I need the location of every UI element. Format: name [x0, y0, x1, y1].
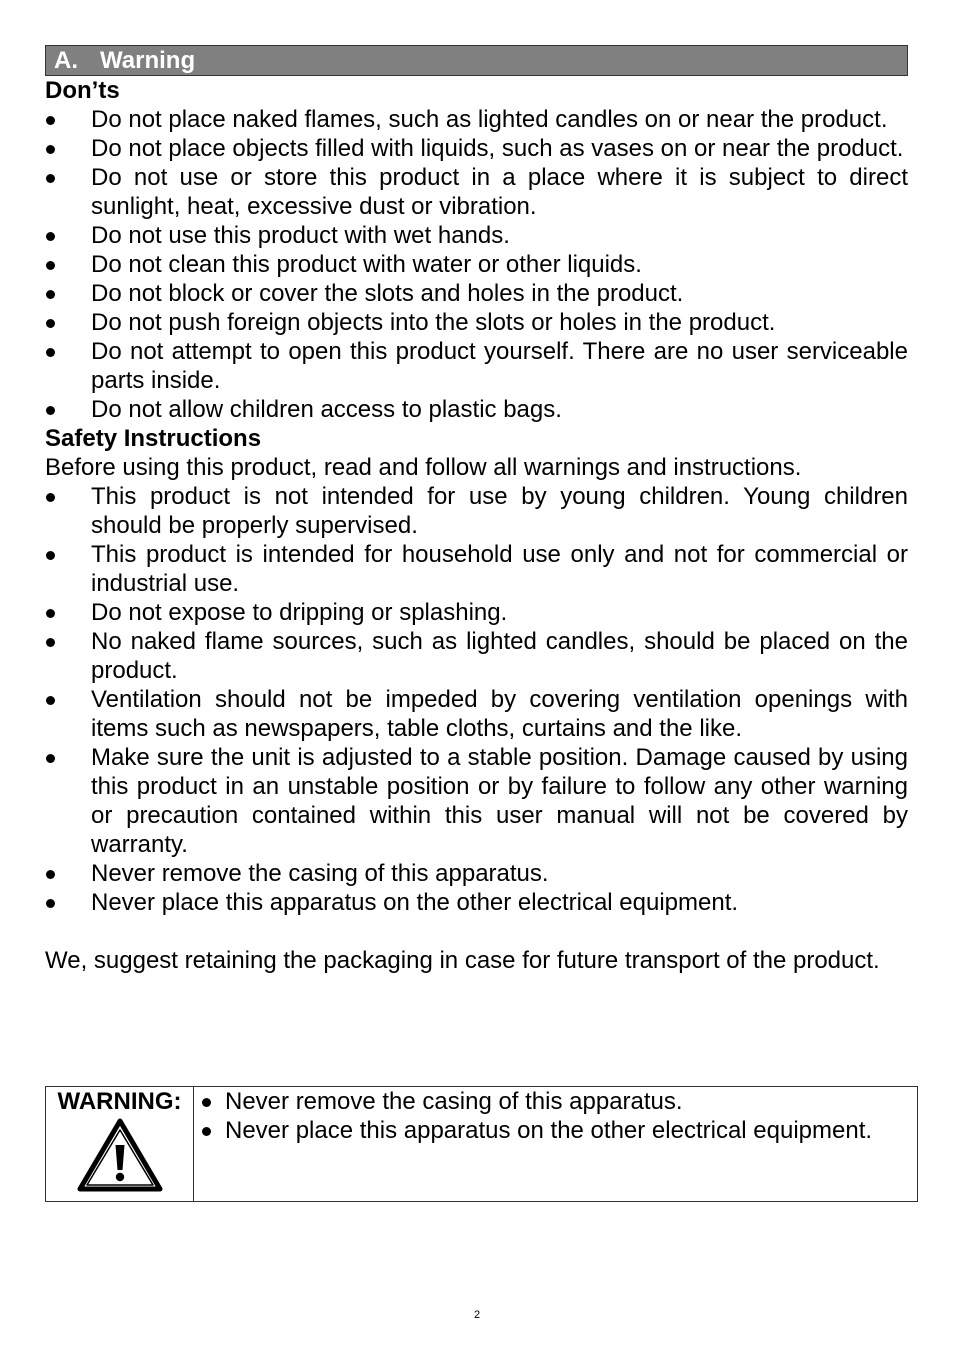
safety-heading: Safety Instructions	[45, 425, 262, 452]
list-item	[200, 1087, 907, 1116]
list-item	[45, 685, 908, 743]
page-content	[45, 45, 908, 975]
bullet-icon	[46, 551, 55, 560]
bullet-icon	[46, 493, 55, 502]
bullet-icon	[46, 754, 55, 763]
list-item-text: Do not use this product with wet hands.	[91, 222, 510, 249]
safety-list	[45, 482, 908, 917]
warning-list	[194, 1087, 917, 1145]
section-header	[45, 45, 908, 76]
list-item-text: Do not place naked flames, such as lighted candles on or near the product.	[91, 106, 888, 133]
list-item-text: Do not attempt to open this product yourself. There are no user serviceable parts inside.	[91, 338, 908, 394]
list-item	[45, 337, 908, 395]
list-item	[45, 105, 908, 134]
list-item-text: Do not push foreign objects into the slots or holes in the product.	[91, 309, 776, 336]
list-item-text: Do not clean this product with water or other liquids.	[91, 251, 642, 278]
list-item-text: No naked flame sources, such as lighted candles, should be placed on the product.	[91, 628, 908, 684]
bullet-icon	[46, 348, 55, 357]
list-item-text: Never remove the casing of this apparatus.	[91, 860, 549, 887]
page-number: 2	[473, 1309, 481, 1321]
list-item	[45, 482, 908, 540]
list-item	[45, 598, 908, 627]
bullet-icon	[46, 638, 55, 647]
bullet-icon	[202, 1127, 211, 1136]
donts-list	[45, 105, 908, 424]
list-item-text: This product is intended for household use only and not for commercial or industrial use.	[91, 541, 908, 597]
list-item-text: Never place this apparatus on the other electrical equipment.	[225, 1117, 873, 1144]
list-item	[45, 134, 908, 163]
list-item	[45, 743, 908, 859]
warning-items-cell	[194, 1087, 918, 1202]
list-item-text: Never remove the casing of this apparatus.	[225, 1088, 683, 1115]
bullet-icon	[46, 899, 55, 908]
bullet-icon	[46, 290, 55, 299]
list-item	[45, 279, 908, 308]
list-item	[45, 163, 908, 221]
warning-label: WARNING:	[57, 1088, 182, 1115]
bullet-icon	[46, 406, 55, 415]
bullet-icon	[46, 609, 55, 618]
warning-triangle-icon	[77, 1118, 163, 1192]
list-item-text: Do not block or cover the slots and holes in the product.	[91, 280, 684, 307]
list-item-text: Do not place objects filled with liquids, such as vases on or near the product.	[91, 135, 904, 162]
section-number: A.	[54, 47, 78, 74]
list-item	[45, 395, 908, 424]
bullet-icon	[46, 870, 55, 879]
bullet-icon	[46, 174, 55, 183]
bullet-icon	[46, 261, 55, 270]
list-item	[45, 221, 908, 250]
list-item	[45, 859, 908, 888]
list-item-text: Do not use or store this product in a place where it is subject to direct sunlight, heat, excessive dust or vibration.	[91, 164, 908, 220]
safety-intro: Before using this product, read and follow all warnings and instructions.	[45, 454, 802, 481]
bullet-icon	[46, 319, 55, 328]
bullet-icon	[46, 696, 55, 705]
list-item-text: Do not allow children access to plastic bags.	[91, 396, 562, 423]
list-item	[45, 540, 908, 598]
bullet-icon	[202, 1098, 211, 1107]
list-item	[200, 1116, 907, 1145]
warning-label-cell	[46, 1087, 194, 1202]
bullet-icon	[46, 232, 55, 241]
bullet-icon	[46, 116, 55, 125]
list-item	[45, 250, 908, 279]
donts-heading: Don’ts	[45, 77, 120, 104]
list-item-text: Ventilation should not be impeded by covering ventilation openings with items such as newspapers, table cloths, curtains and the like.	[91, 686, 908, 742]
list-item-text: This product is not intended for use by young children. Young children should be properly supervised.	[91, 483, 908, 539]
list-item	[45, 308, 908, 337]
warning-box	[45, 1086, 918, 1202]
list-item	[45, 627, 908, 685]
list-item-text: Never place this apparatus on the other electrical equipment.	[91, 889, 739, 916]
packaging-suggestion: We, suggest retaining the packaging in case for future transport of the product.	[45, 947, 880, 974]
list-item	[45, 888, 908, 917]
list-item-text: Make sure the unit is adjusted to a stable position. Damage caused by using this product in an unstable position or by failure to follow any other warning or precaution contained within this user manual will not be covered by warranty.	[91, 744, 908, 858]
section-title: Warning	[100, 47, 196, 74]
spacer	[45, 917, 908, 946]
bullet-icon	[46, 145, 55, 154]
list-item-text: Do not expose to dripping or splashing.	[91, 599, 508, 626]
